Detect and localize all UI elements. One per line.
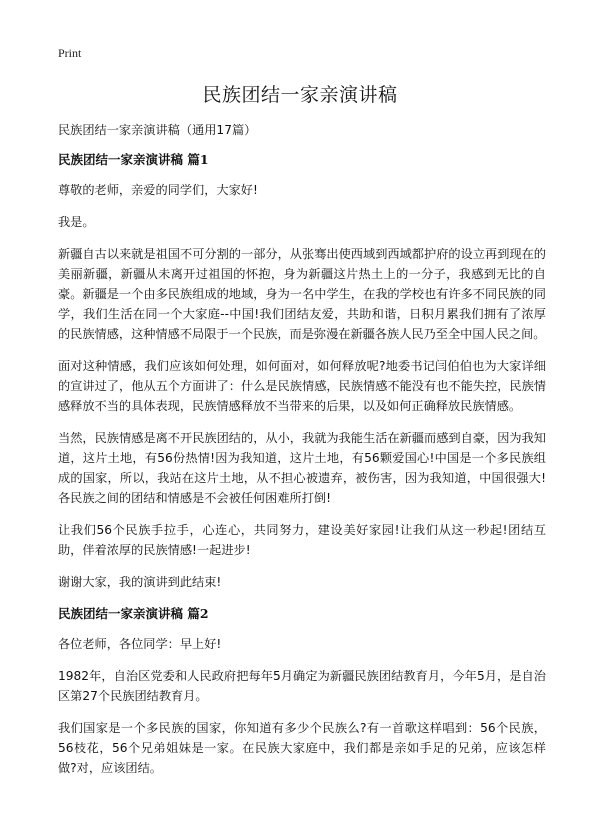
paragraph: 谢谢大家，我的演讲到此结束! bbox=[58, 575, 222, 589]
paragraph: 面对这种情感，我们应该如何处理，如何面对，如何释放呢?地委书记闫伯伯也为大家详细的宣讲过了，他从五个方面讲了：什么是民族情感，民族情感不能没有也不能失控，民族情感释放不当的具体表现，民族情感释放不当带来的后果，以及如何正确释放民族情感。 bbox=[58, 359, 546, 413]
paragraph: 新疆自古以来就是祖国不可分割的一部分，从张骞出使西域到西域都护府的设立再到现在的美丽新疆，新疆从未离开过祖国的怀抱，身为新疆这片热土上的一分子，我感到无比的自豪。新疆是一个由多民族组成的地域，身为一名中学生，在我的学校也有许多不同民族的同学，我们生活在同一个大家庭--中国!我们团结友爱，共助和谐，日积月累我们拥有了浓厚的民族情感，这种情感不局限于一个民族，而是弥漫在新疆各族人民乃至全中国人民之间。 bbox=[58, 247, 546, 341]
section-heading-1: 民族团结一家亲演讲稿 篇1 bbox=[58, 152, 209, 167]
paragraph: 让我们56个民族手拉手，心连心，共同努力，建设美好家园!让我们从这一秒起!团结互助，伴着浓厚的民族情感!一起进步! bbox=[58, 523, 546, 557]
paragraph: 我们国家是一个多民族的国家，你知道有多少个民族么?有一首歌这样唱到：56个民族，56枝花，56个兄弟姐妹是一家。在民族大家庭中，我们都是亲如手足的兄弟，应该怎样做?对，应该团结。 bbox=[58, 721, 546, 775]
paragraph: 当然，民族情感是离不开民族团结的，从小，我就为我能生活在新疆而感到自豪，因为我知道，这片土地，有56份热情!因为我知道，这片土地，有56颗爱国心!中国是一个多民族组成的国家，所以，我站在这片土地，从不担心被遗弃，被伤害，因为我知道，中国很强大!各民族之间的团结和情感是不会被任何困难所打倒! bbox=[58, 431, 546, 505]
paragraph: 各位老师，各位同学：早上好! bbox=[58, 637, 222, 651]
paragraph: 我是。 bbox=[58, 215, 95, 229]
page-title: 民族团结一家亲演讲稿 bbox=[202, 84, 398, 106]
section-heading-2: 民族团结一家亲演讲稿 篇2 bbox=[58, 606, 209, 621]
paragraph: 1982年，自治区党委和人民政府把每年5月确定为新疆民族团结教育月，今年5月，是自治区第27个民族团结教育月。 bbox=[58, 669, 546, 703]
document-body bbox=[58, 120, 546, 790]
print-link[interactable]: Print bbox=[58, 46, 82, 60]
document-subtitle: 民族团结一家亲演讲稿（通用17篇） bbox=[58, 123, 257, 137]
paragraph: 尊敬的老师，亲爱的同学们，大家好! bbox=[58, 183, 258, 197]
